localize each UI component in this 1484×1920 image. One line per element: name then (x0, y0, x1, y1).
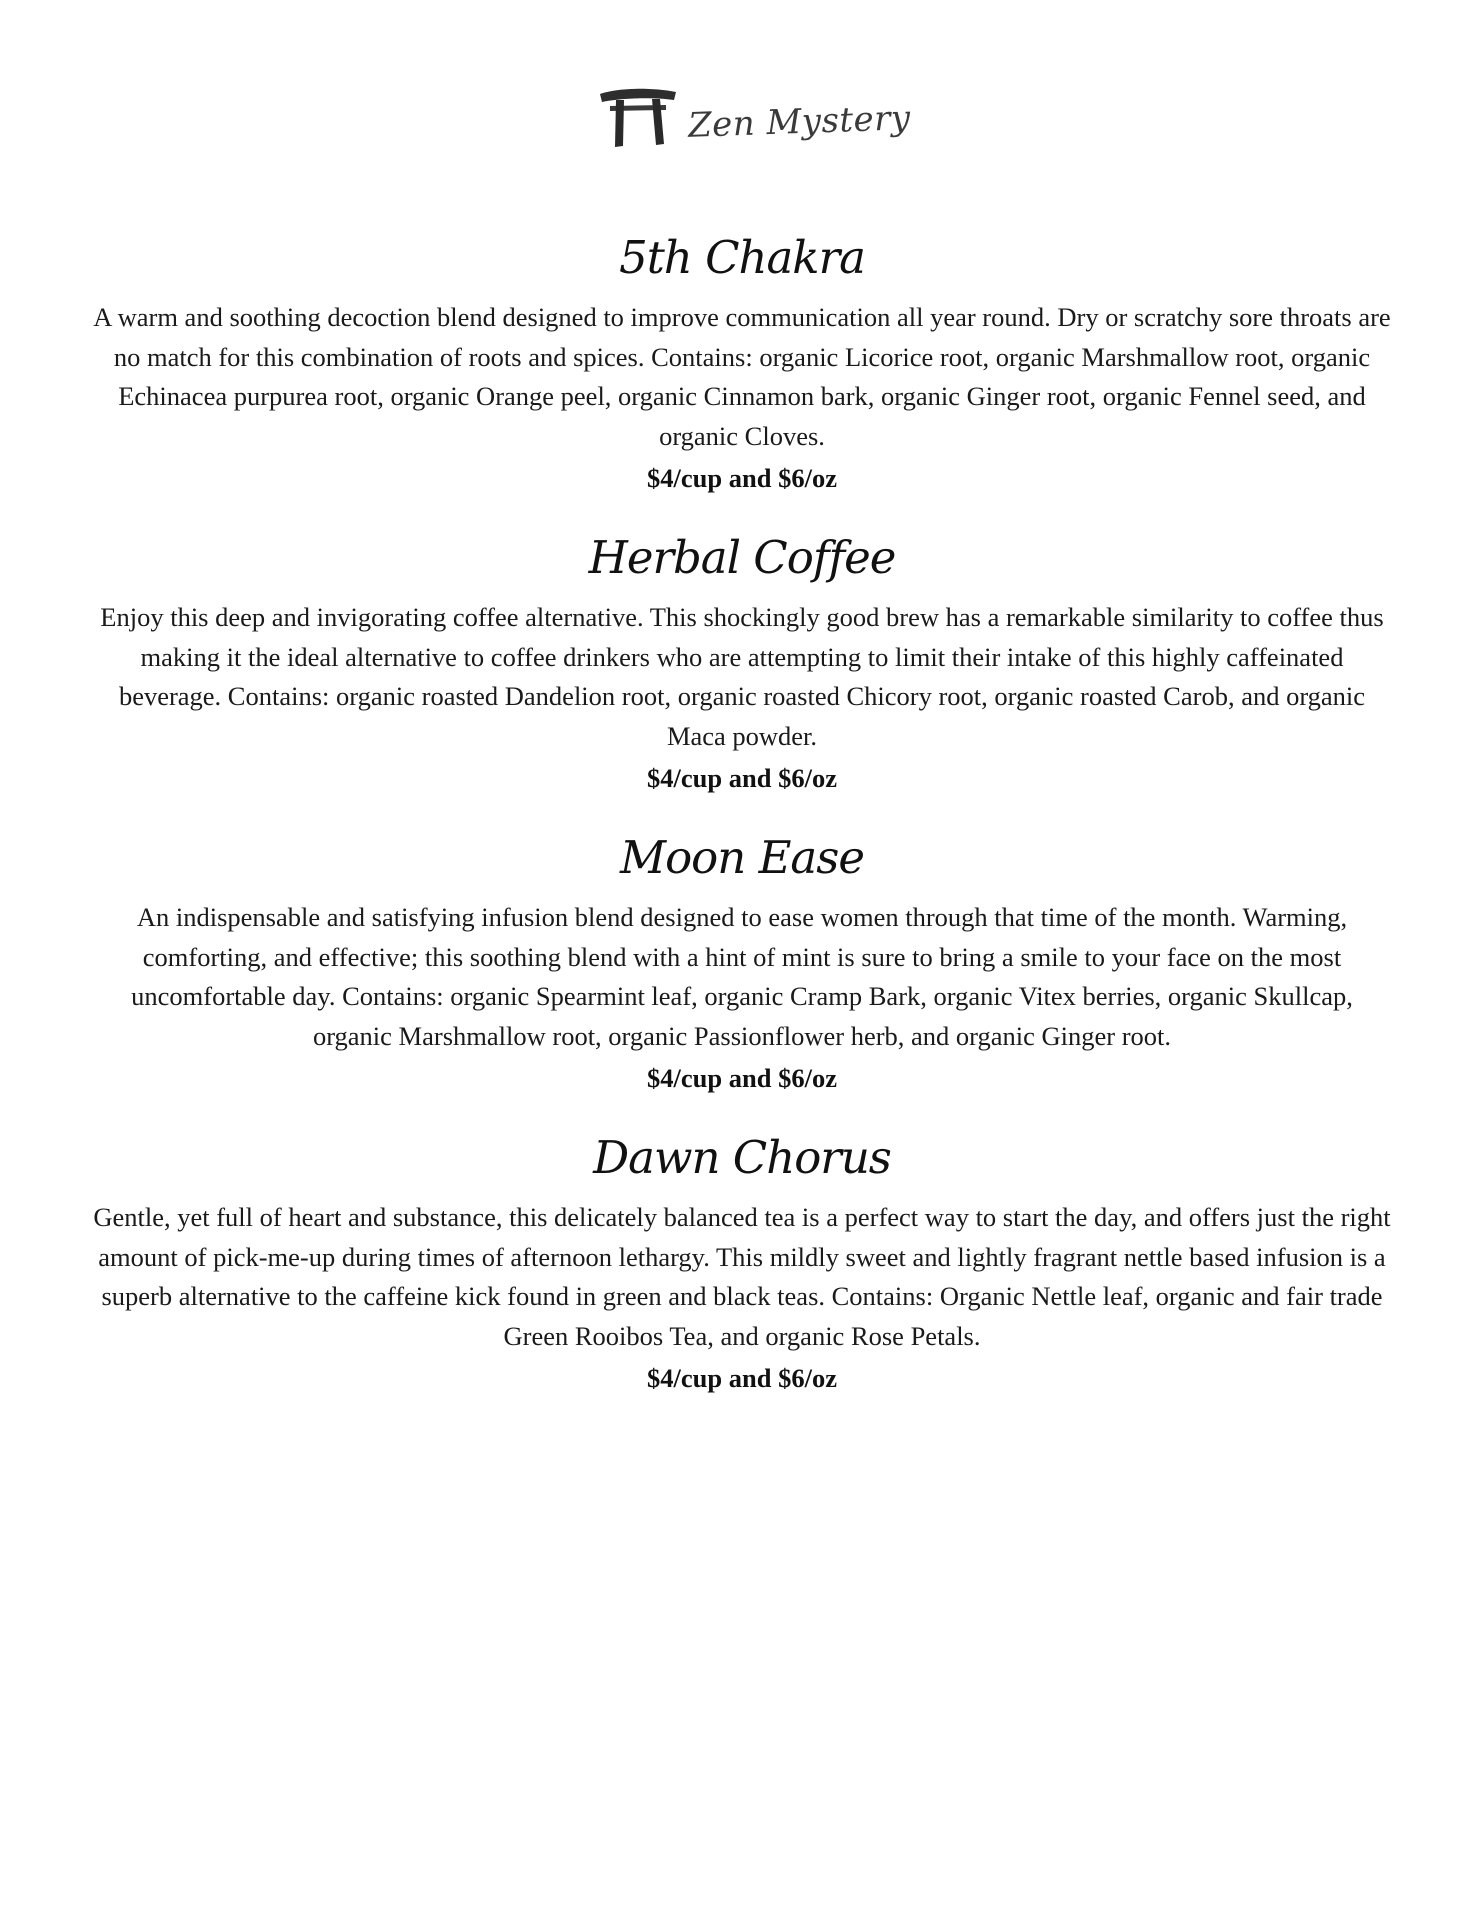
item-title: 5th Chakra (619, 231, 865, 284)
item-title: Herbal Coffee (588, 531, 896, 584)
item-price: $4/cup and $6/oz (647, 463, 837, 493)
item-price: $4/cup and $6/oz (647, 763, 837, 793)
item-description: Gentle, yet full of heart and substance, this delicately balanced tea is a perfect way to start the day, and offers just the right amount of pick-me-up during times of afternoon lethargy. This mildly sweet and lightly fragrant nettle based infusion is a superb alternative to the caffeine kick found in green and black teas. Contains: Organic Nettle leaf, organic and fair trade Green Rooibos Tea, and organic Rose Petals. (93, 1202, 1391, 1351)
menu-item-moon-ease (90, 826, 1394, 1098)
brand-name: Zen Mystery (687, 98, 912, 146)
menu-item-5th-chakra (90, 226, 1394, 498)
item-price: $4/cup and $6/oz (647, 1363, 837, 1393)
item-description: A warm and soothing decoction blend designed to improve communication all year round. Dry or scratchy sore throats are no match for this combination of roots and spices. Contains: organic Licorice root, organic Marshmallow root, organic Echinacea purpurea root, organic Orange peel, organic Cinnamon bark, organic Ginger root, organic Fennel seed, and organic Cloves. (93, 302, 1391, 451)
menu-item-dawn-chorus (90, 1126, 1394, 1398)
menu-item-herbal-coffee (90, 526, 1394, 798)
item-description: An indispensable and satisfying infusion blend designed to ease women through that time of the month. Warming, comforting, and effective; this soothing blend with a hint of mint is sure to bring a smile to your face on the most uncomfortable day. Contains: organic Spearmint leaf, organic Cramp Bark, organic Vitex berries, organic Skullcap, organic Marshmallow root, organic Passionflower herb, and organic Ginger root. (131, 902, 1353, 1051)
item-price: $4/cup and $6/oz (647, 1063, 837, 1093)
item-title: Dawn Chorus (593, 1131, 891, 1184)
item-description: Enjoy this deep and invigorating coffee alternative. This shockingly good brew has a remarkable similarity to coffee thus making it the ideal alternative to coffee drinkers who are attempting to limit their intake of this highly caffeinated beverage. Contains: organic roasted Dandelion root, organic roasted Chicory root, organic roasted Carob, and organic Maca powder. (100, 602, 1384, 751)
item-title: Moon Ease (620, 831, 864, 884)
brand-logo (598, 86, 912, 156)
torii-gate-icon (598, 86, 678, 152)
